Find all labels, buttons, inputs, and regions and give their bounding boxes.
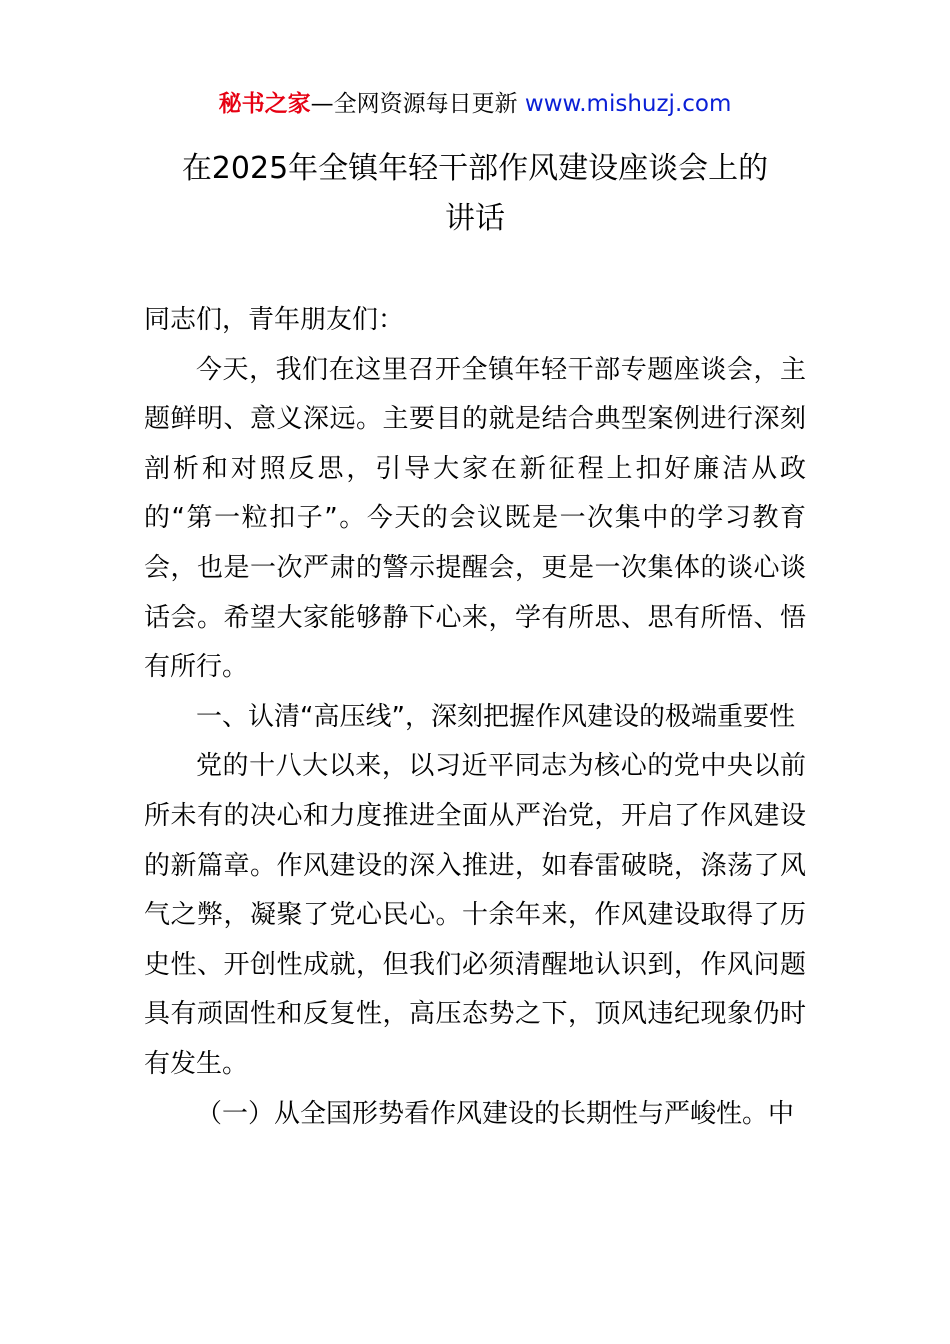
paragraph-background: 党的十八大以来，以习近平同志为核心的党中央以前所未有的决心和力度推进全面从严治党，开启了作风建设的新篇章。作风建设的深入推进，如春雷破晓，涤荡了风气之弊，凝聚了党心民心。十余年来，作风建设取得了历史性、开创性成就，但我们必须清醒地认识到，作风问题具有顽固性和反复性，高压态势之下，顶风违纪现象仍时有发生。 <box>144 751 806 1079</box>
site-tagline: —全网资源每日更新 <box>310 91 525 117</box>
title-line-1: 在2025年全镇年轻干部作风建设座谈会上的 <box>181 151 769 186</box>
site-header <box>0 86 950 122</box>
title-line-2: 讲话 <box>445 201 505 236</box>
subsection-heading-1: （一）从全国形势看作风建设的长期性与严峻性。中 <box>196 1098 795 1129</box>
site-brand: 秘书之家 <box>218 91 311 117</box>
document-title <box>140 144 810 244</box>
document-body <box>144 296 806 1139</box>
site-url-link[interactable]: www.mishuzj.com <box>524 91 732 117</box>
salutation: 同志们，青年朋友们： <box>144 305 405 335</box>
paragraph-intro: 今天，我们在这里召开全镇年轻干部专题座谈会，主题鲜明、意义深远。主要目的就是结合典型案例进行深刻剖析和对照反思，引导大家在新征程上扣好廉洁从政的“第一粒扣子”。今天的会议既是一次集中的学习教育会，也是一次严肃的警示提醒会，更是一次集体的谈心谈话会。希望大家能够静下心来，学有所思、思有所悟、悟有所行。 <box>144 354 806 683</box>
section-heading-1: 一、认清“高压线”，深刻把握作风建设的极端重要性 <box>196 701 795 732</box>
